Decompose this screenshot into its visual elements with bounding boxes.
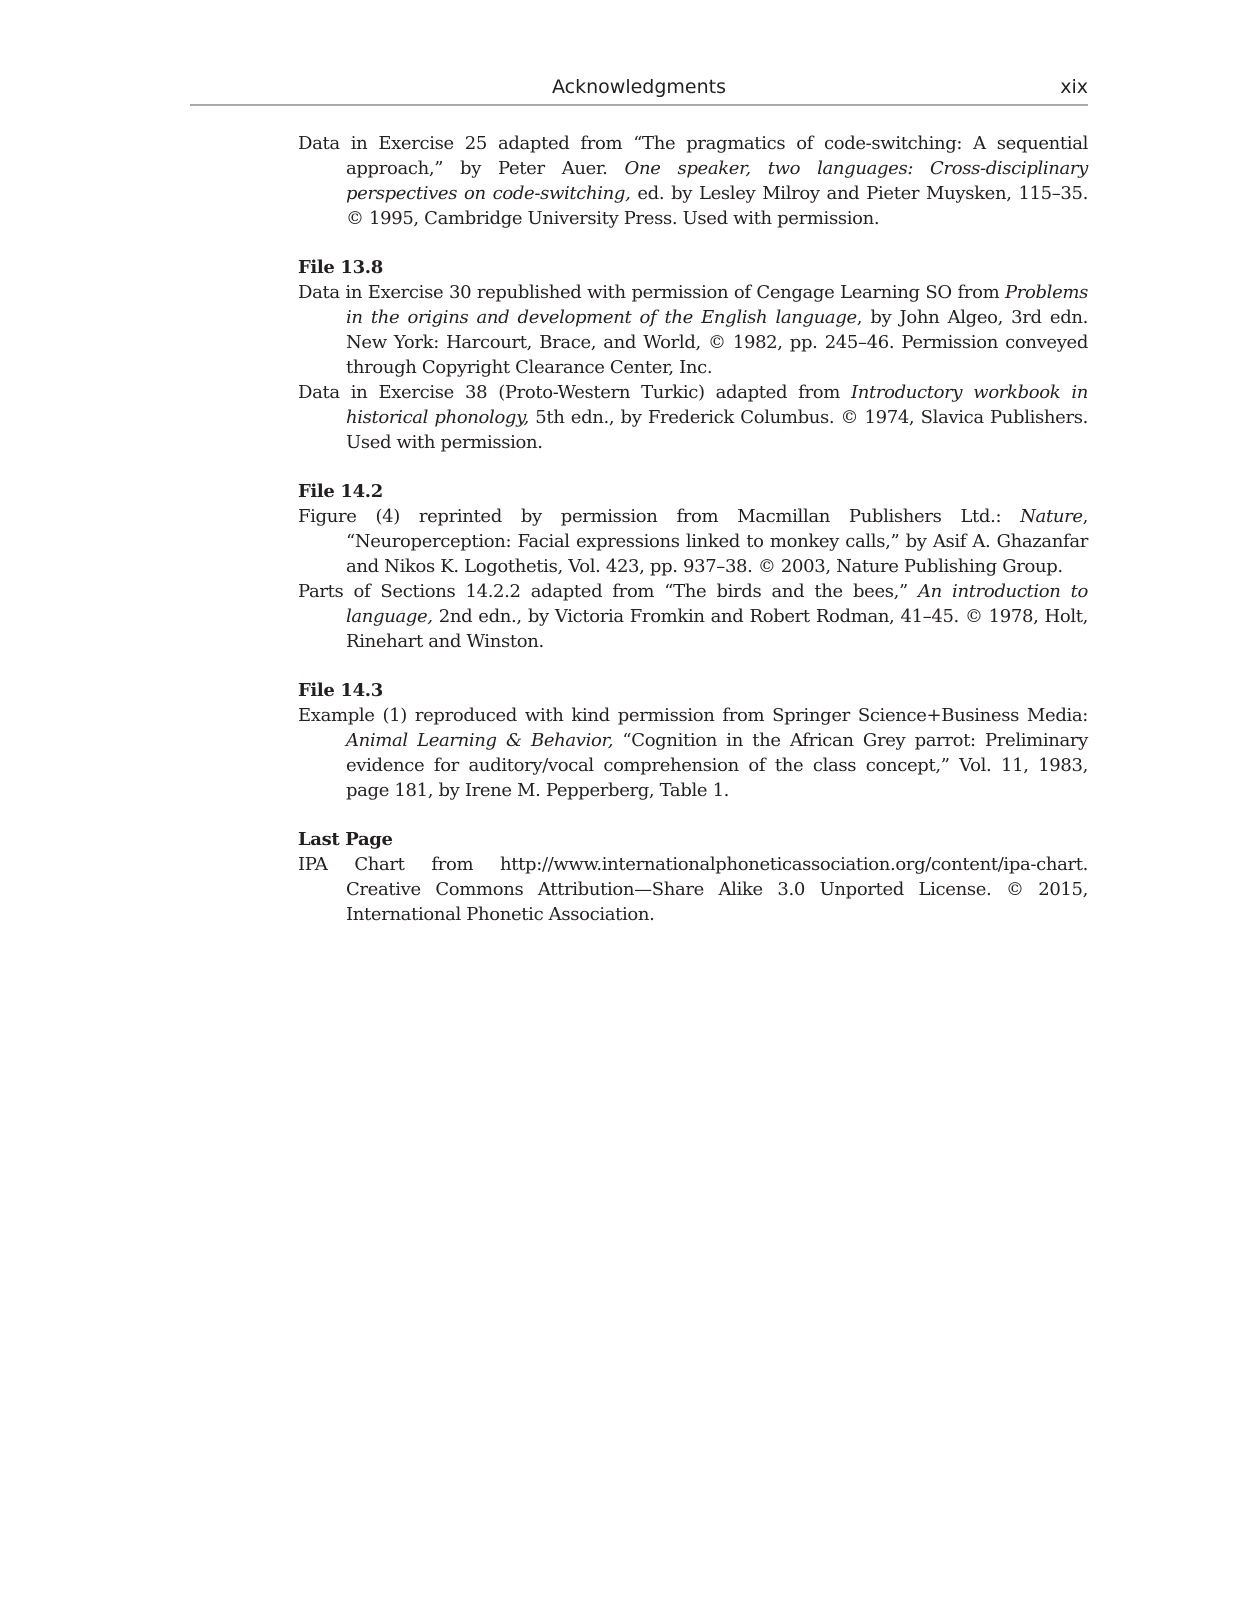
section-heading: File 14.2 [298,481,383,502]
page-number: xix [1060,76,1088,98]
italic-title: Introductory workbook in historical phonology, [346,382,1089,428]
entry-text: Data in Exercise 38 (Proto-Western Turkic) adapted from [298,382,851,403]
acknowledgments-body [298,131,1088,927]
ack-entry [298,579,1088,654]
entry-text: 2nd edn., by Victoria Fromkin and Robert Rodman, 41–45. © 1978, Holt, Rinehart and Winston. [346,606,1088,652]
ack-entry [298,703,1088,803]
entry-text: Figure (4) reprinted by permission from Macmillan Publishers Ltd.: [298,506,1021,527]
section-file-13-8 [298,255,1088,455]
italic-title: Nature [1020,506,1083,527]
running-head [190,74,1088,106]
section-file-14-2 [298,479,1088,654]
italic-title: Animal Learning & Behavior, [346,730,614,751]
entry-text: , “Neuroperception: Facial expressions linked to monkey calls,” by Asif A. Ghazanfar and Nikos K. Logothetis, Vol. 423, pp. 937–38. © 2003, Nature Publishing Group. [346,506,1088,577]
section-last-page [298,827,1088,927]
ack-entry [298,504,1088,579]
italic-title: Problems in the origins and development of the English language [346,282,1088,328]
entry-text: Parts of Sections 14.2.2 adapted from “The birds and the bees,” [298,581,919,602]
ack-entry [298,380,1088,455]
italic-title: One speaker, two languages: Cross-disciplinary perspectives on code-switching, [346,158,1088,204]
entry-text: 5th edn., by Frederick Columbus. © 1974, Slavica Publishers. Used with permission. [346,407,1088,453]
italic-title: An introduction to language, [346,581,1088,627]
entry-text: , by John Algeo, 3rd edn. New York: Harcourt, Brace, and World, © 1982, pp. 245–46. Permission conveyed through Copyright Clearance Center, Inc. [346,307,1088,378]
ack-entry [298,280,1088,380]
entry-text: ed. by Lesley Milroy and Pieter Muysken, 115–35. © 1995, Cambridge University Press. Used with permission. [346,183,1088,229]
section-heading: File 14.3 [298,680,383,701]
entry-text: “Cognition in the African Grey parrot: Preliminary evidence for auditory/vocal comprehension of the class concept,” Vol. 11, 1983, page 181, by Irene M. Pepperberg, Table 1. [346,730,1088,801]
ack-entry [298,131,1088,231]
section-file-14-3 [298,678,1088,803]
section-heading: Last Page [298,829,393,850]
entry-text: IPA Chart from http://www.internationalphoneticassociation.org/content/ipa-chart. Creative Commons Attribution—Share Alike 3.0 Unported License. © 2015, International Phonetic Association. [298,854,1088,925]
entry-text: Example (1) reproduced with kind permission from Springer Science+Business Media: [298,705,1088,726]
ack-entry [298,852,1088,927]
running-head-title: Acknowledgments [552,76,726,98]
entry-text: Data in Exercise 30 republished with permission of Cengage Learning SO from [298,282,1005,303]
section-heading: File 13.8 [298,257,383,278]
entry-text: Data in Exercise 25 adapted from “The pragmatics of code-switching: A sequential approach,” by Peter Auer. [298,133,1088,179]
